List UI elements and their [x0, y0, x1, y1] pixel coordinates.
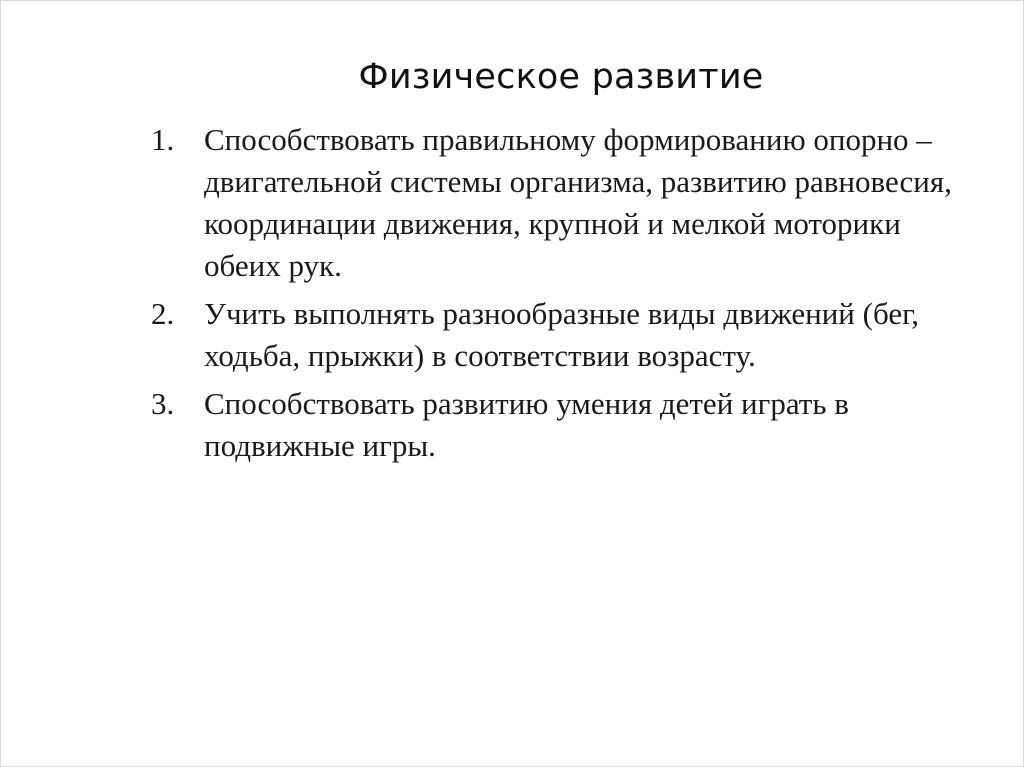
slide-title: Физическое развитие — [358, 57, 764, 97]
list-item — [151, 119, 971, 287]
list-item — [151, 293, 971, 377]
list-item — [151, 383, 971, 467]
list-item-text: Учить выполнять разнообразные виды движений (бег, ходьба, прыжки) в соответствии возрасту. — [204, 296, 920, 373]
numbered-list — [151, 119, 971, 473]
list-item-number: 2. — [151, 296, 175, 331]
list-item-number: 3. — [151, 386, 175, 421]
list-item-text: Способствовать развитию умения детей играть в подвижные игры. — [204, 386, 849, 463]
list-item-number: 1. — [151, 122, 175, 157]
list-item-text: Способствовать правильному формированию опорно – двигательной системы организма, развитию равновесия, координации движения, крупной и мелкой моторики обеих рук. — [204, 122, 952, 283]
